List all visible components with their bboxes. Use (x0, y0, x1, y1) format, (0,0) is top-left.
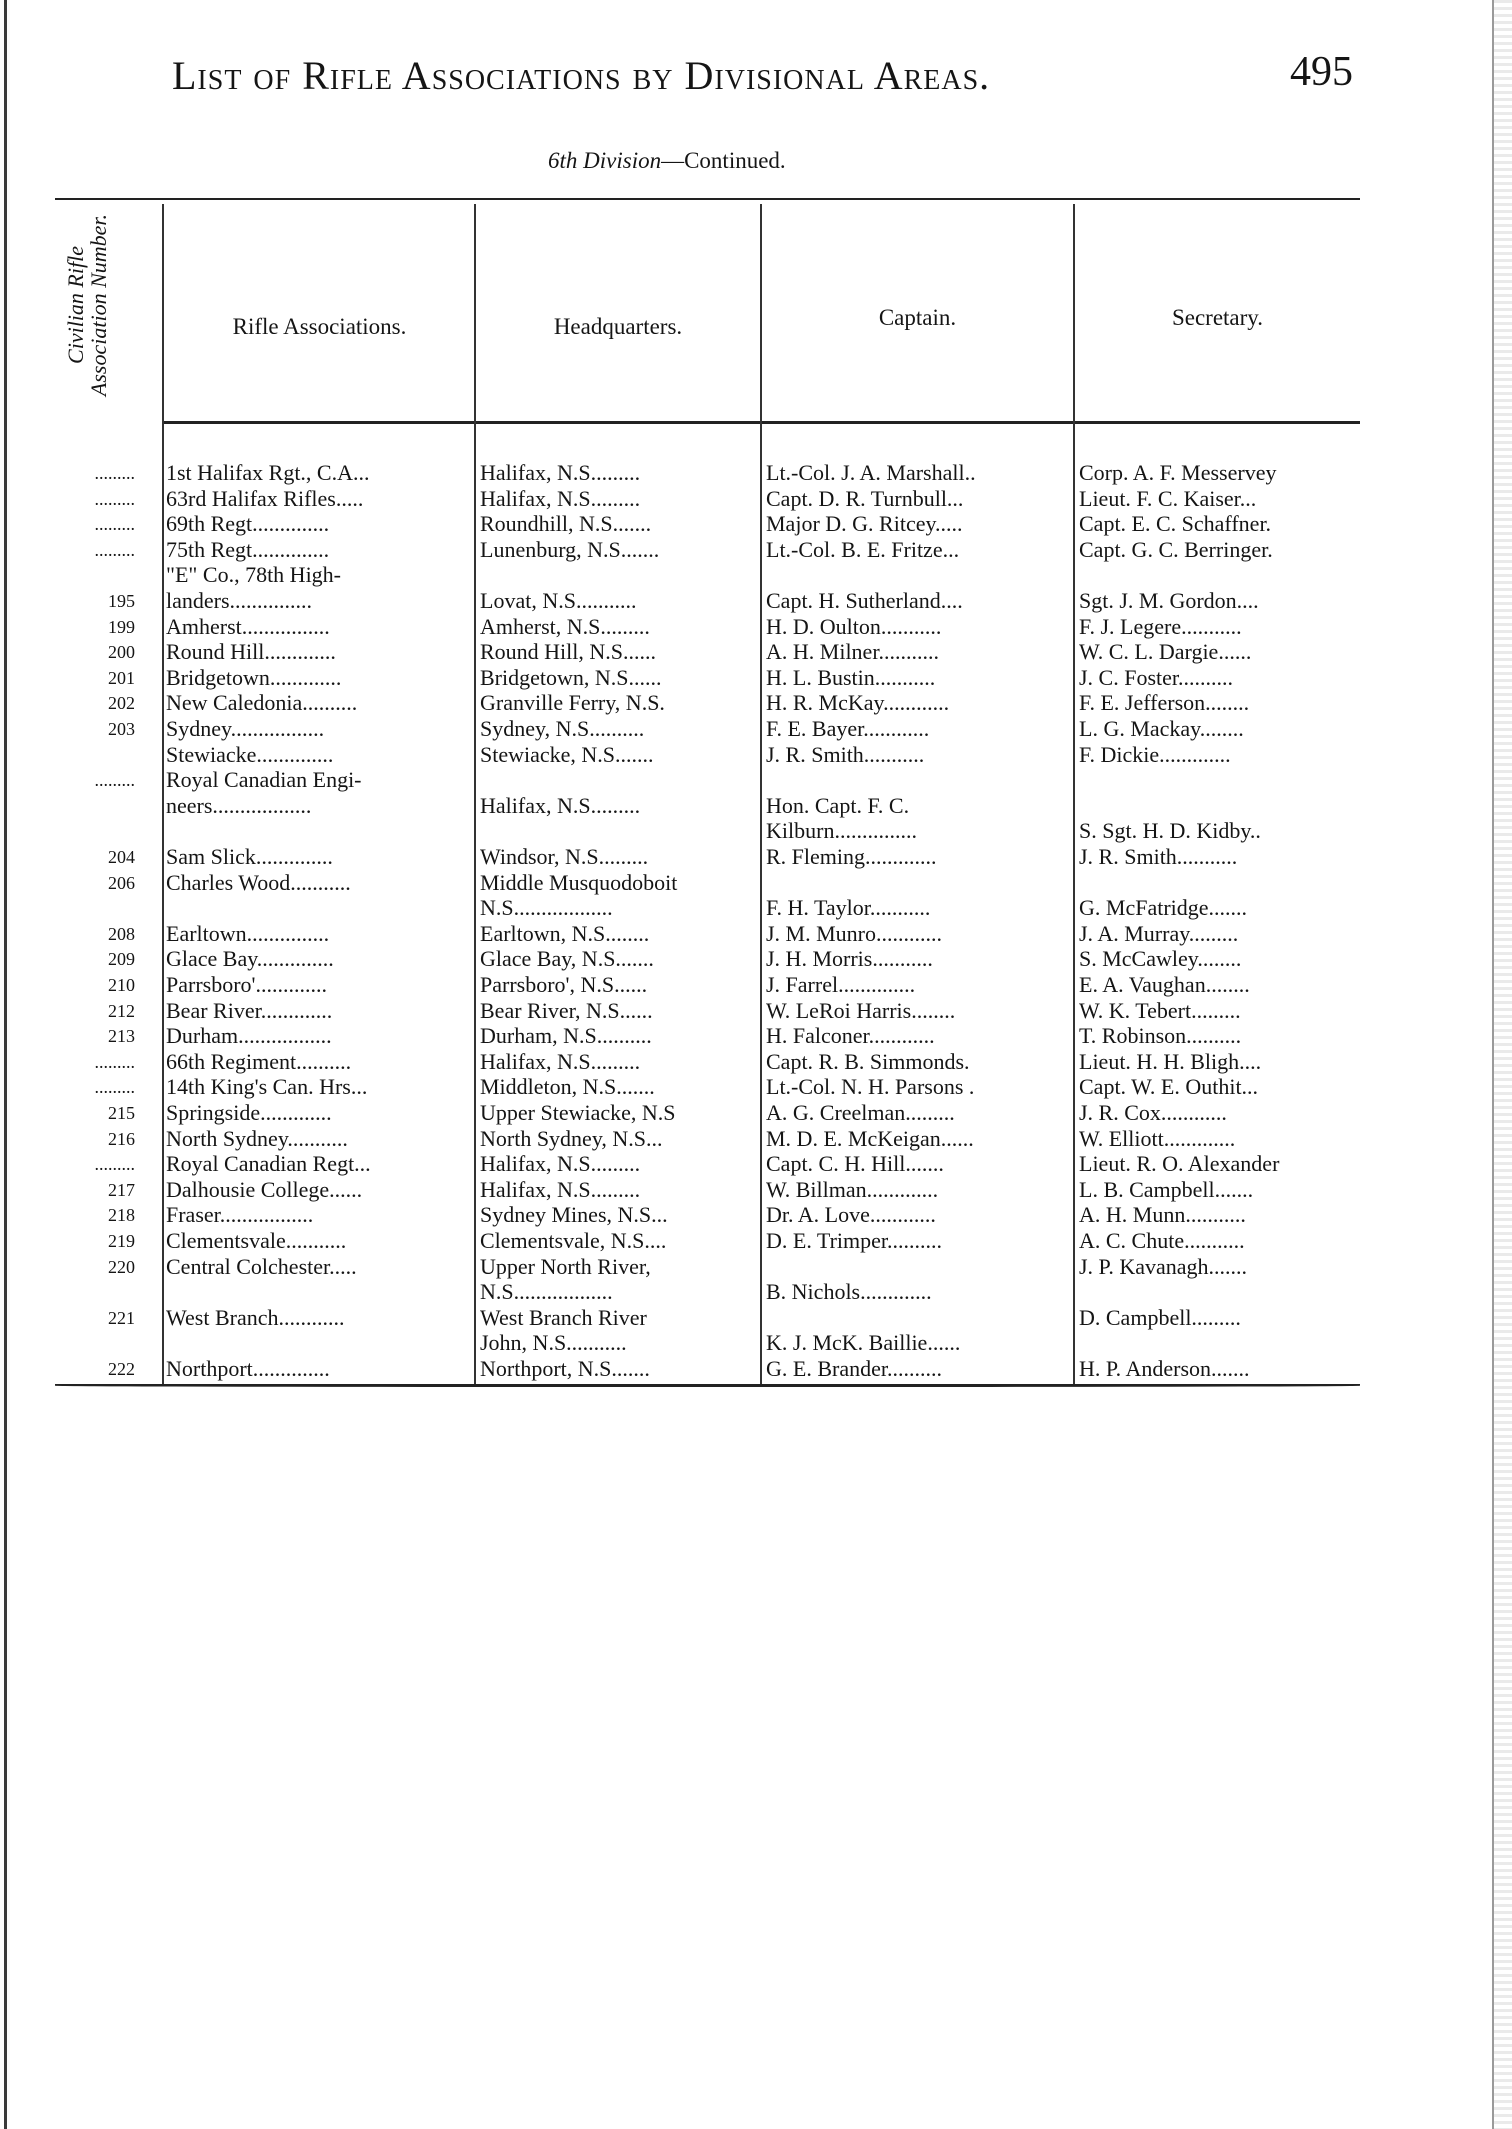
row-association: 69th Regt.............. (166, 511, 330, 537)
row-headquarters: N.S.................. (480, 1279, 613, 1305)
row-captain: H. Falconer............ (766, 1023, 935, 1049)
row-captain: Capt. R. B. Simmonds. (766, 1048, 970, 1074)
row-number: ......... (94, 770, 135, 791)
row-association: Sydney................. (166, 716, 325, 741)
row-headquarters: Bear River, N.S...... (480, 997, 653, 1023)
row-captain: Hon. Capt. F. C. (766, 792, 910, 818)
row-association: Bridgetown............. (166, 664, 342, 690)
row-number: 209 (108, 949, 135, 970)
row-headquarters: Halifax, N.S......... (480, 792, 641, 818)
row-headquarters (480, 818, 758, 844)
column-divider (1073, 204, 1075, 1384)
row-association (166, 895, 472, 921)
column-header-number: Civilian Rifle Association Number. (63, 213, 111, 397)
row-secretary (1079, 793, 1359, 819)
row-association: 1st Halifax Rgt., C.A... (166, 460, 370, 485)
row-secretary: F. E. Jefferson........ (1079, 690, 1250, 716)
row-number: 203 (108, 719, 135, 739)
row-number: ......... (94, 539, 135, 560)
row-association: Clementsvale........... (166, 1228, 347, 1253)
row-headquarters: Clementsvale, N.S.... (480, 1228, 667, 1253)
row-captain: J. M. Munro............ (766, 920, 943, 946)
page-title: List of Rifle Associations by Divisional Areas. (172, 53, 991, 98)
row-headquarters (480, 767, 758, 793)
row-captain: J. Farrel.............. (766, 972, 916, 997)
row-secretary: H. P. Anderson....... (1079, 1356, 1250, 1381)
row-association: Round Hill............. (166, 639, 336, 665)
row-headquarters: Halifax, N.S......... (480, 1176, 641, 1202)
row-headquarters: Sydney Mines, N.S... (480, 1202, 668, 1228)
row-association: Fraser................. (166, 1202, 314, 1228)
scan-edge-right (1494, 0, 1512, 2129)
row-captain: H. R. McKay............ (766, 690, 950, 716)
row-secretary: T. Robinson.......... (1079, 1023, 1242, 1049)
row-captain: Major D. G. Ritcey..... (766, 511, 963, 537)
row-captain: Lt.-Col. J. A. Marshall.. (766, 460, 976, 485)
row-number: ......... (94, 1154, 135, 1175)
row-association: Glace Bay.............. (166, 946, 334, 972)
row-association: Northport.............. (166, 1356, 330, 1381)
row-association: Bear River............. (166, 997, 333, 1023)
row-headquarters: Bridgetown, N.S...... (480, 664, 662, 690)
table-bottom-rule (55, 1384, 1360, 1387)
row-headquarters: Glace Bay, N.S....... (480, 946, 654, 972)
row-headquarters: Granville Ferry, N.S. (480, 690, 665, 716)
row-captain: Capt. H. Sutherland.... (766, 588, 963, 613)
row-number (55, 742, 135, 768)
row-headquarters: Middle Musquodoboit (480, 869, 678, 895)
row-headquarters: John, N.S........... (480, 1330, 627, 1356)
row-captain: Dr. A. Love............ (766, 1202, 936, 1228)
row-association: Central Colchester..... (166, 1253, 357, 1279)
row-secretary: D. Campbell......... (1079, 1304, 1241, 1330)
row-secretary (1079, 562, 1359, 588)
row-secretary: Lieut. F. C. Kaiser... (1079, 485, 1257, 511)
column-header-secretary: Secretary. (1171, 305, 1264, 330)
row-headquarters: Sydney, N.S.......... (480, 716, 645, 741)
row-number (55, 1279, 135, 1305)
row-secretary (1079, 870, 1359, 896)
row-number: 195 (108, 591, 135, 611)
table-top-rule (55, 198, 1360, 200)
row-captain: F. E. Bayer............ (766, 716, 930, 741)
row-number: 215 (108, 1103, 135, 1123)
column-divider (760, 204, 762, 1384)
row-captain: G. E. Brander.......... (766, 1356, 942, 1381)
row-association: Amherst................ (166, 613, 330, 639)
row-association: Royal Canadian Regt... (166, 1151, 371, 1177)
page-number: 495 (1290, 49, 1353, 95)
row-captain (766, 562, 1071, 588)
row-association (166, 818, 472, 844)
row-secretary: F. Dickie............. (1079, 741, 1231, 767)
row-number: ......... (94, 463, 135, 483)
row-number: 222 (108, 1359, 135, 1379)
row-association: Durham................. (166, 1023, 332, 1049)
row-headquarters: Earltown, N.S........ (480, 920, 650, 946)
row-captain: A. H. Milner........... (766, 639, 939, 665)
row-captain: W. Billman............. (766, 1176, 939, 1202)
row-headquarters: Lunenburg, N.S....... (480, 536, 660, 562)
column-header-captain: Captain. (878, 305, 957, 330)
row-secretary (1079, 1330, 1359, 1356)
row-secretary: Capt. E. C. Schaffner. (1079, 511, 1272, 537)
row-association: landers............... (166, 588, 313, 613)
row-number (55, 818, 135, 844)
row-headquarters: Halifax, N.S......... (480, 460, 641, 485)
row-captain: B. Nichols............. (766, 1279, 932, 1305)
row-association: North Sydney........... (166, 1125, 348, 1151)
row-captain: W. LeRoi Harris........ (766, 997, 956, 1023)
row-headquarters: Lovat, N.S........... (480, 588, 637, 613)
row-secretary (1079, 767, 1359, 793)
row-number: 210 (108, 975, 135, 995)
row-number: 201 (108, 667, 135, 688)
row-secretary: Sgt. J. M. Gordon.... (1079, 588, 1259, 613)
row-secretary: J. C. Foster.......... (1079, 664, 1234, 690)
row-association: Sam Slick.............. (166, 844, 333, 869)
row-captain: H. D. Oulton........... (766, 613, 942, 639)
row-secretary: Capt. W. E. Outhit... (1079, 1074, 1259, 1100)
row-number: ......... (94, 514, 135, 535)
row-secretary: Lieut. H. H. Bligh.... (1079, 1048, 1262, 1074)
row-headquarters (480, 562, 758, 588)
row-number (55, 1330, 135, 1356)
row-secretary: G. McFatridge....... (1079, 895, 1248, 921)
row-captain: R. Fleming............. (766, 844, 937, 869)
row-headquarters: Halifax, N.S......... (480, 485, 641, 511)
column-divider (474, 204, 476, 1384)
column-header-headquarters: Headquarters. (553, 314, 683, 339)
row-captain: J. H. Morris........... (766, 946, 933, 972)
row-association: 75th Regt.............. (166, 536, 330, 562)
row-captain: Capt. C. H. Hill....... (766, 1151, 944, 1177)
row-headquarters: Northport, N.S....... (480, 1356, 650, 1381)
row-association: New Caledonia.......... (166, 690, 358, 716)
row-captain (766, 870, 1071, 896)
row-captain: Lt.-Col. N. H. Parsons . (766, 1074, 975, 1100)
row-secretary: J. R. Cox............ (1079, 1100, 1227, 1125)
row-secretary: A. C. Chute........... (1079, 1228, 1245, 1253)
row-number: 217 (108, 1179, 135, 1200)
row-captain: D. E. Trimper.......... (766, 1228, 943, 1253)
row-number: 202 (108, 693, 135, 714)
column-divider (162, 204, 164, 1384)
row-number: ......... (94, 1077, 135, 1098)
row-association: Parrsboro'............. (166, 972, 328, 997)
row-secretary: J. R. Smith........... (1079, 844, 1238, 869)
row-headquarters: Parrsboro', N.S...... (480, 972, 648, 997)
row-headquarters: North Sydney, N.S... (480, 1125, 663, 1151)
row-captain: H. L. Bustin........... (766, 664, 936, 690)
row-number: 212 (108, 1000, 135, 1021)
row-captain: A. G. Creelman......... (766, 1100, 955, 1125)
row-number: 206 (108, 872, 135, 893)
row-association: Charles Wood........... (166, 869, 351, 895)
row-headquarters: Halifax, N.S......... (480, 1048, 641, 1074)
row-headquarters: West Branch River (480, 1304, 647, 1330)
row-captain (766, 1305, 1071, 1331)
row-headquarters: Windsor, N.S......... (480, 844, 649, 869)
row-captain: Lt.-Col. B. E. Fritze... (766, 536, 960, 562)
row-association: 63rd Halifax Rifles..... (166, 485, 364, 511)
row-secretary: J. A. Murray......... (1079, 920, 1239, 946)
row-headquarters: Amherst, N.S......... (480, 613, 650, 639)
row-captain: Capt. D. R. Turnbull... (766, 485, 964, 511)
row-association: West Branch............ (166, 1304, 345, 1330)
row-number: 221 (108, 1307, 135, 1328)
row-secretary: F. J. Legere........... (1079, 613, 1242, 639)
row-captain (766, 767, 1071, 793)
row-headquarters: Middleton, N.S....... (480, 1074, 655, 1100)
row-secretary: Capt. G. C. Berringer. (1079, 536, 1273, 562)
row-number: 213 (108, 1026, 135, 1047)
row-headquarters: Halifax, N.S......... (480, 1151, 641, 1177)
row-headquarters: Durham, N.S.......... (480, 1023, 652, 1049)
row-association (166, 1330, 472, 1356)
row-headquarters: Upper North River, (480, 1253, 651, 1279)
row-captain: F. H. Taylor........... (766, 895, 931, 921)
row-association: Earltown............... (166, 920, 330, 946)
row-headquarters: Upper Stewiacke, N.S (480, 1100, 676, 1125)
row-association (166, 1279, 472, 1305)
row-secretary: W. C. L. Dargie...... (1079, 639, 1252, 665)
row-association: "E" Co., 78th High- (166, 562, 342, 588)
row-number: 219 (108, 1231, 135, 1251)
row-association: Springside............. (166, 1100, 332, 1125)
row-secretary: E. A. Vaughan........ (1079, 972, 1250, 997)
row-headquarters: Roundhill, N.S....... (480, 511, 652, 537)
row-headquarters: N.S.................. (480, 895, 613, 921)
row-association: Stewiacke.............. (166, 741, 334, 767)
row-number: 204 (108, 847, 135, 867)
row-secretary: J. P. Kavanagh....... (1079, 1253, 1248, 1279)
row-secretary: Lieut. R. O. Alexander (1079, 1151, 1280, 1177)
row-number (55, 895, 135, 921)
column-header-association: Rifle Associations. (232, 314, 407, 339)
row-number: 216 (108, 1128, 135, 1149)
row-number (55, 793, 135, 819)
row-captain: Kilburn............... (766, 818, 917, 844)
row-secretary: A. H. Munn........... (1079, 1202, 1246, 1228)
row-captain: M. D. E. McKeigan...... (766, 1125, 974, 1151)
row-association: 14th King's Can. Hrs... (166, 1074, 368, 1100)
row-captain: K. J. McK. Baillie...... (766, 1330, 961, 1356)
row-association: Dalhousie College...... (166, 1176, 363, 1202)
row-secretary: Corp. A. F. Messervey (1079, 460, 1277, 485)
row-number: 199 (108, 616, 135, 637)
division-subheader (548, 148, 786, 174)
row-secretary: L. B. Campbell....... (1079, 1176, 1254, 1202)
row-headquarters: Stewiacke, N.S....... (480, 741, 654, 767)
row-secretary: L. G. Mackay........ (1079, 716, 1244, 741)
row-association: neers.................. (166, 792, 312, 818)
row-association: Royal Canadian Engi- (166, 767, 362, 793)
row-headquarters: Round Hill, N.S...... (480, 639, 657, 665)
row-number: 208 (108, 923, 135, 944)
row-secretary: W. K. Tebert......... (1079, 997, 1241, 1023)
row-secretary: S. Sgt. H. D. Kidby.. (1079, 818, 1261, 844)
row-secretary: W. Elliott............. (1079, 1125, 1236, 1151)
scan-edge-left (4, 0, 7, 2129)
continued-label: —Continued. (661, 148, 786, 173)
division-name: 6th Division (548, 148, 662, 173)
row-number: 220 (108, 1256, 135, 1277)
row-number: 200 (108, 642, 135, 663)
row-number (55, 562, 135, 588)
row-secretary (1079, 1279, 1359, 1305)
row-number: ......... (94, 488, 135, 509)
row-captain: J. R. Smith........... (766, 741, 925, 767)
row-association: 66th Regiment.......... (166, 1048, 352, 1074)
row-number: 218 (108, 1205, 135, 1226)
row-captain (766, 1254, 1071, 1280)
row-number: ......... (94, 1051, 135, 1072)
row-secretary: S. McCawley........ (1079, 946, 1242, 972)
